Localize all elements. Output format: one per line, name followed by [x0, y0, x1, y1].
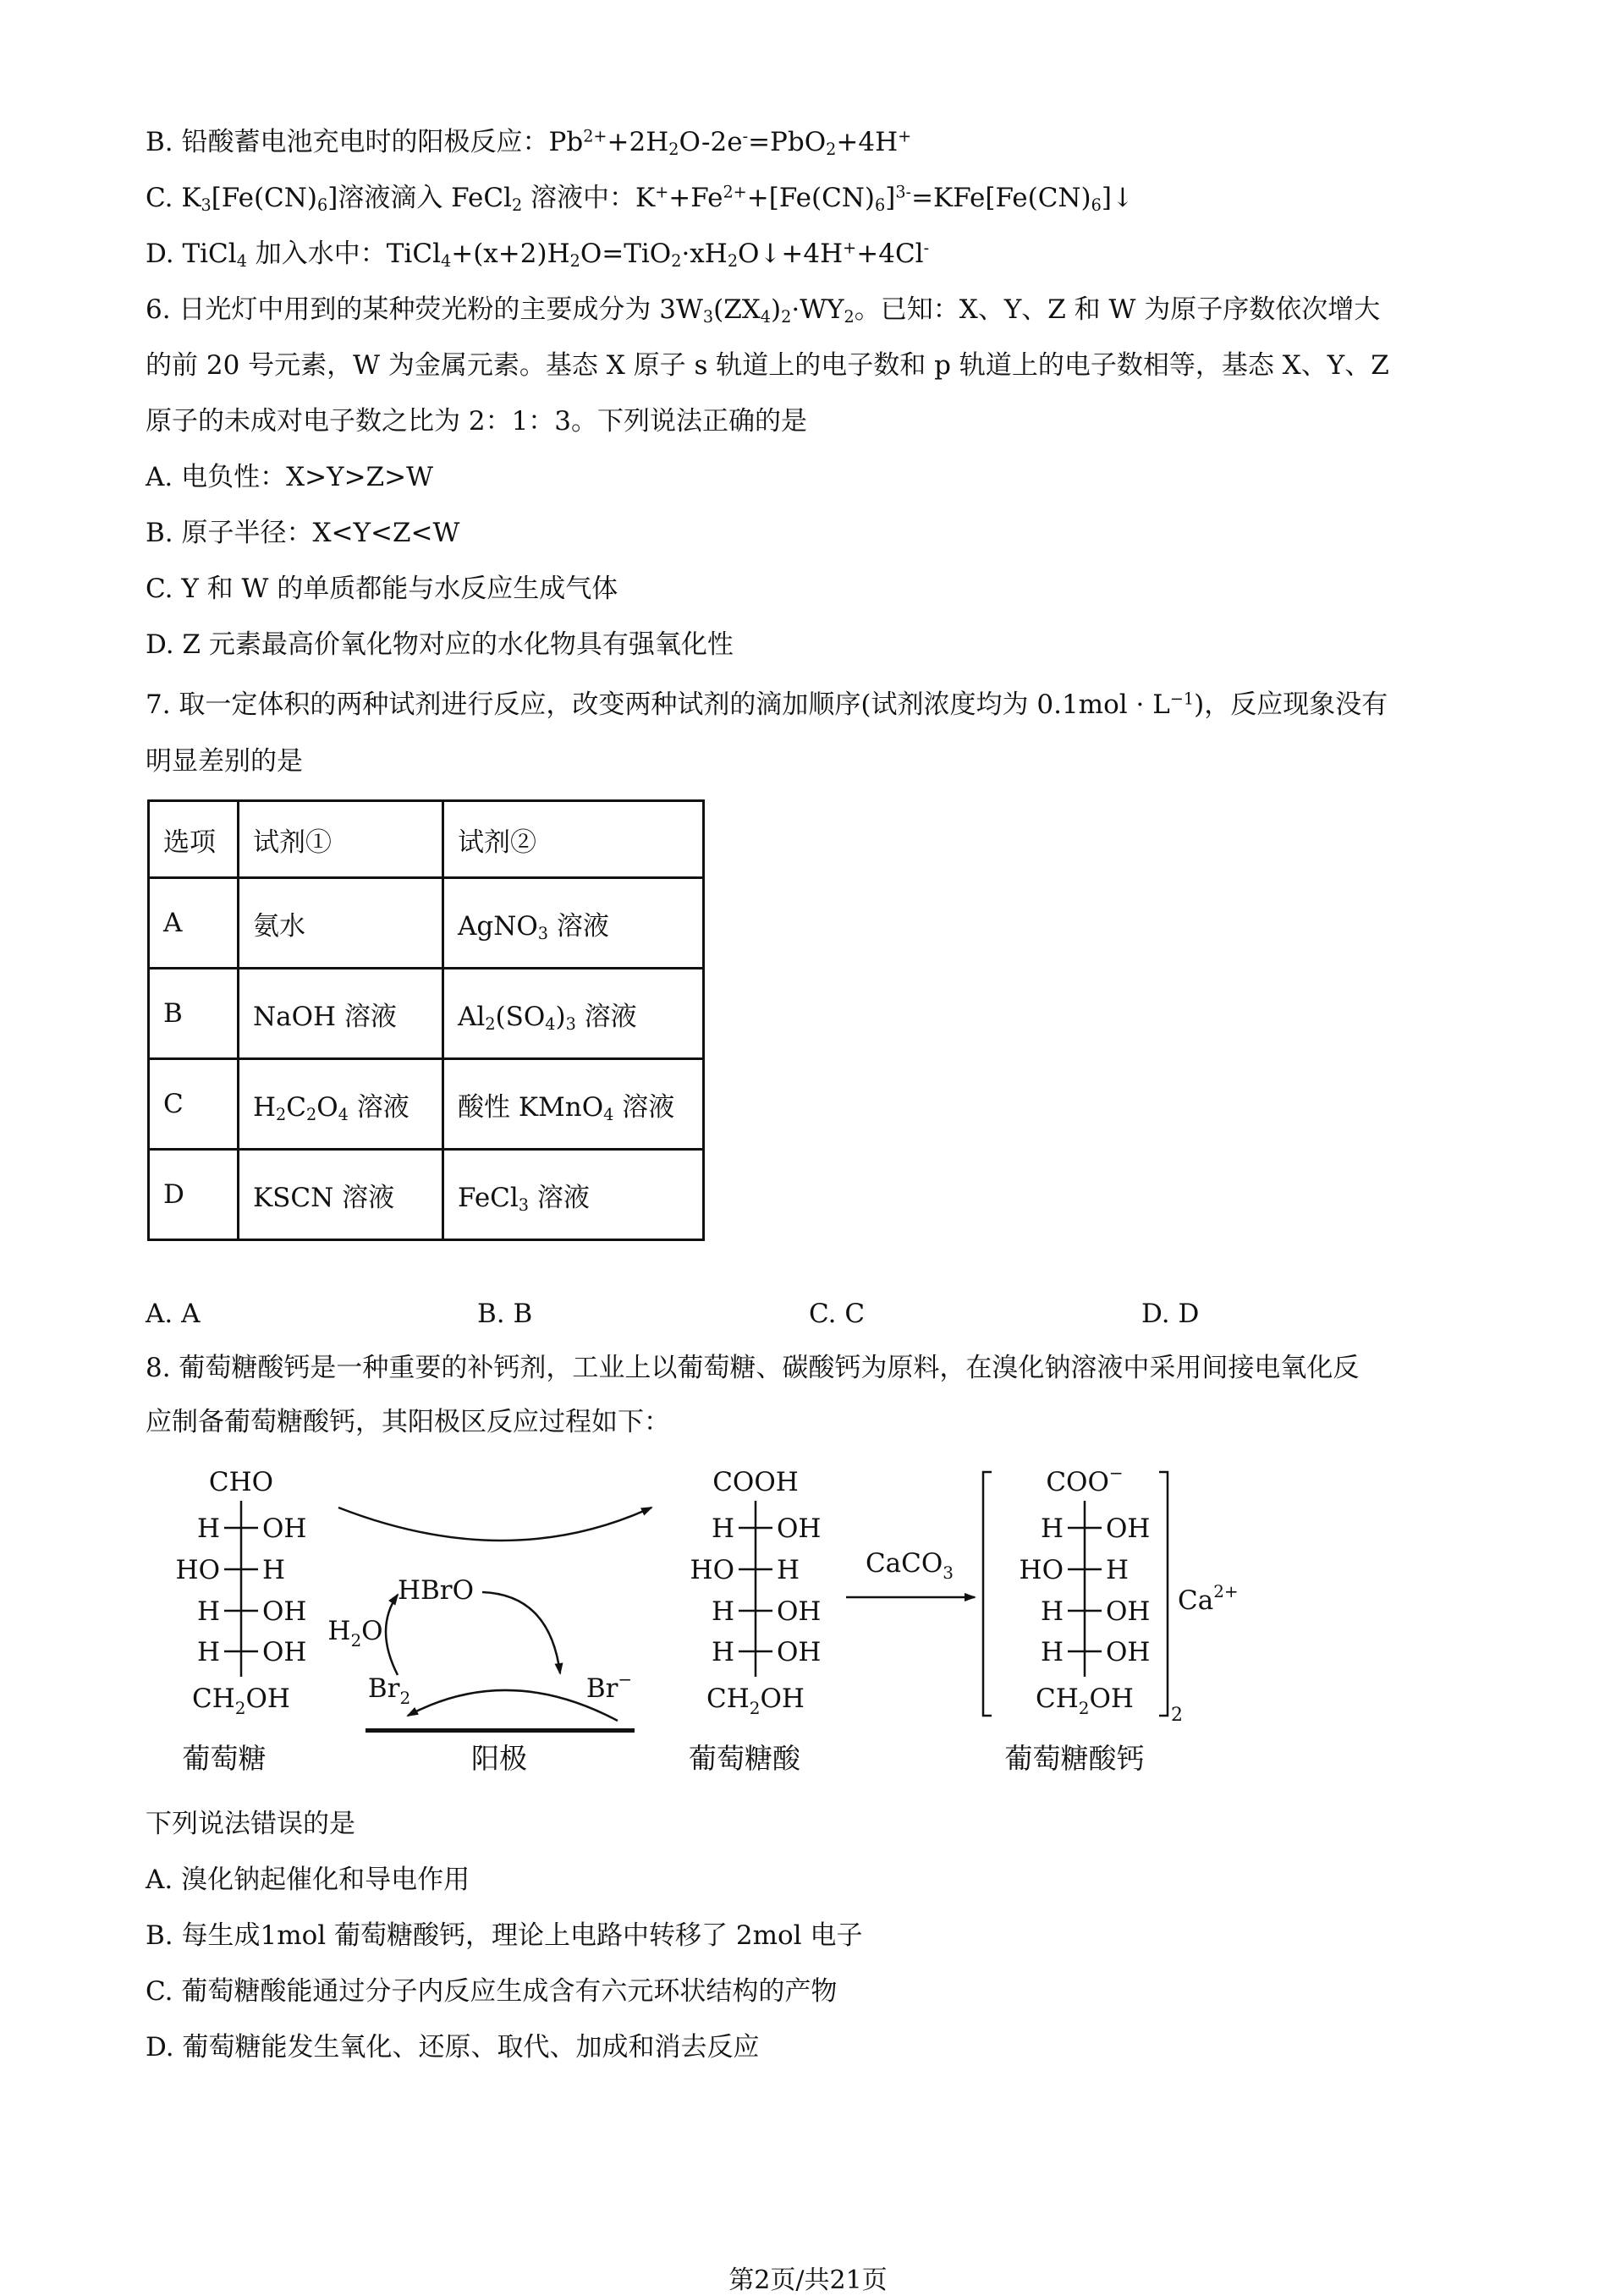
glucose-top-group: CHO [208, 1467, 274, 1497]
gluconic-acid-label: 葡萄糖酸 [689, 1742, 800, 1775]
svg-text:OH: OH [777, 1596, 822, 1627]
q8-option-d: D. 葡萄糖能发生氧化、还原、取代、加成和消去反应 [146, 2032, 760, 2063]
glucose-bottom-group: $CH_2OH$ [192, 1684, 290, 1718]
table-cell-reagent1: NaOH 溶液 [239, 969, 443, 1059]
svg-text:H: H [1040, 1513, 1064, 1544]
svg-text:H: H [196, 1596, 220, 1627]
q6-option-b: B. 原子半径：X<Y<Z<W [146, 518, 460, 548]
table-cell-reagent1: KSCN 溶液 [239, 1150, 443, 1240]
q8-option-a: A. 溴化钠起催化和导电作用 [146, 1865, 470, 1895]
svg-text:OH: OH [1106, 1637, 1151, 1667]
svg-text:H: H [1040, 1596, 1064, 1627]
svg-text:HO: HO [690, 1555, 734, 1585]
bromide-label: Br− [585, 1669, 633, 1704]
table-row [149, 878, 704, 969]
table-cell-option: D [149, 1150, 239, 1240]
h2o-label: $H_2O$ [327, 1616, 383, 1651]
table-header-cell: 选项 [149, 801, 239, 878]
svg-text:H: H [711, 1596, 734, 1627]
q6-stem-line1: 6. 日光灯中用到的某种荧光粉的主要成分为 $3W_3(ZX_4)_2\cdot WY_2$。已知：X、Y、Z 和 W 为原子序数依次增大 [146, 294, 1381, 327]
svg-text:OH: OH [777, 1513, 822, 1544]
q5-option-b: B. 铅酸蓄电池充电时的阳极反应：$Pb^{2+}+2H_2O-2e^-=PbO_2+4H^+$ [146, 126, 912, 159]
svg-text:H: H [711, 1637, 734, 1667]
br2-label: $Br_2$ [367, 1673, 411, 1708]
svg-text:OH: OH [1106, 1596, 1151, 1627]
svg-text:H: H [777, 1555, 800, 1585]
carboxylate-group: COO− [1046, 1463, 1124, 1497]
table-header-row [149, 801, 704, 878]
table-cell-reagent2: $Al_2(SO_4)_3$ 溶液 [443, 969, 704, 1059]
q6-option-a: A. 电负性：X>Y>Z>W [146, 462, 433, 492]
q8-option-c: C. 葡萄糖酸能通过分子内反应生成含有六元环状结构的产物 [146, 1976, 838, 2007]
q7-answer-d: D. D [1141, 1299, 1200, 1329]
svg-text:OH: OH [777, 1637, 822, 1667]
q5-option-d: D. TiCl$_4$ 加入水中：$TiCl_4+(x+2)H_2O=TiO_2\cdot xH_2O↓+4H^++4Cl^-$ [146, 238, 930, 271]
table-cell-option: A [149, 878, 239, 969]
svg-text:HO: HO [1019, 1555, 1064, 1585]
svg-text:HO: HO [175, 1555, 220, 1585]
svg-text:OH: OH [262, 1637, 307, 1667]
glucose-label: 葡萄糖 [182, 1742, 267, 1775]
table-cell-reagent2: 酸性 KMnO$_4$ 溶液 [443, 1059, 704, 1150]
oxidation-arrow [338, 1508, 651, 1541]
table-cell-option: C [149, 1059, 239, 1150]
gluconate-bottom-group: $CH_2OH$ [1036, 1684, 1134, 1718]
calcium-ion: $Ca^{2+}$ [1178, 1581, 1239, 1616]
svg-text:H: H [711, 1513, 734, 1544]
svg-text:H: H [1106, 1555, 1130, 1585]
hbro-to-bromide-arrow [482, 1592, 560, 1673]
caco3-step [846, 1548, 975, 1597]
svg-text:H: H [262, 1555, 286, 1585]
table-cell-reagent1: 氨水 [239, 878, 443, 969]
svg-text:H: H [1040, 1637, 1064, 1667]
svg-text:H: H [196, 1637, 220, 1667]
q6-option-d: D. Z 元素最高价氧化物对应的水化物具有强氧化性 [146, 629, 734, 660]
table-cell-reagent2: AgNO$_3$ 溶液 [443, 878, 704, 969]
table-row [149, 969, 704, 1059]
table-header-cell: 试剂② [443, 801, 704, 878]
gluconic-acid-structure [689, 1467, 821, 1775]
anode-cycle [327, 1508, 651, 1775]
page-footer: 第2页/共21页 [728, 2266, 888, 2295]
table-row [149, 1059, 704, 1150]
gluconic-top-group: COOH [712, 1467, 799, 1497]
table-cell-reagent1: $H_2C_2O_4$ 溶液 [239, 1059, 443, 1150]
calcium-gluconate-label: 葡萄糖酸钙 [1004, 1742, 1145, 1775]
q7-stem-line2: 明显差别的是 [146, 746, 303, 777]
anode-label: 阳极 [471, 1742, 527, 1775]
svg-text:OH: OH [262, 1596, 307, 1627]
q7-answer-choices [146, 1299, 1465, 1332]
svg-text:OH: OH [262, 1513, 307, 1544]
q8-stem-line2: 应制备葡萄糖酸钙，其阳极区反应过程如下： [146, 1407, 670, 1437]
q6-stem-line3: 原子的未成对电子数之比为 2：1：3。下列说法正确的是 [146, 406, 808, 437]
table-cell-option: B [149, 969, 239, 1059]
table-row [149, 1150, 704, 1240]
reagent-table [147, 799, 705, 1241]
table-cell-reagent2: FeCl$_3$ 溶液 [443, 1150, 704, 1240]
reaction-scheme-diagram [144, 1455, 1261, 1793]
svg-text:H: H [196, 1513, 220, 1544]
bracket-subscript: 2 [1171, 1705, 1183, 1726]
q6-option-c: C. Y 和 W 的单质都能与水反应生成气体 [146, 574, 618, 604]
q7-answer-a: A. A [146, 1299, 201, 1329]
q7-answer-c: C. C [809, 1299, 866, 1329]
q6-stem-line2: 的前 20 号元素，W 为金属元素。基态 X 原子 s 轨道上的电子数和 p 轨道上的电子数相等，基态 X、Y、Z [146, 350, 1389, 381]
q8-option-b: B. 每生成1mol 葡萄糖酸钙，理论上电路中转移了 2mol 电子 [146, 1920, 863, 1951]
q8-question: 下列说法错误的是 [146, 1809, 355, 1839]
hbro-label: HBrO [397, 1575, 475, 1606]
table-header-cell: 试剂① [239, 801, 443, 878]
anode-electrode [366, 1728, 635, 1733]
glucose-structure [176, 1467, 307, 1775]
svg-text:OH: OH [1106, 1513, 1151, 1544]
caco3-reagent-label: CaCO$_3$ [865, 1548, 954, 1583]
q5-option-c: C. $K_3[Fe(CN)_6]$溶液滴入 FeCl$_2$ 溶液中：$K^++Fe^{2+}+[Fe(CN)_6]^{3-}=KFe[Fe(CN)_6]↓$ [146, 182, 1134, 215]
q7-answer-b: B. B [477, 1299, 533, 1329]
left-bracket [983, 1472, 992, 1716]
br2-to-hbro-arrow [386, 1595, 398, 1675]
gluconic-bottom-group: $CH_2OH$ [706, 1684, 805, 1718]
calcium-gluconate-structure [983, 1463, 1239, 1775]
q8-stem-line1: 8. 葡萄糖酸钙是一种重要的补钙剂，工业上以葡萄糖、碳酸钙为原料，在溴化钠溶液中采用间接电氧化反 [146, 1353, 1360, 1383]
q7-stem-line1: 7. 取一定体积的两种试剂进行反应，改变两种试剂的滴加顺序(试剂浓度均为 $0.1mol \cdot L^{-1}$)，反应现象没有 [146, 689, 1388, 720]
right-bracket [1159, 1472, 1168, 1716]
